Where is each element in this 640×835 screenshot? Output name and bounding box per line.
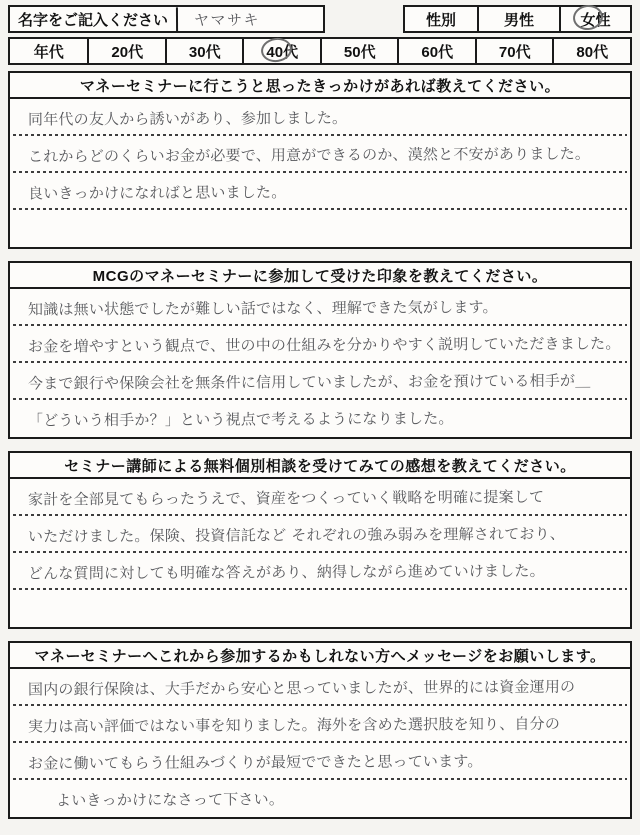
age-label: 年代: [33, 43, 64, 61]
age-cell-50s: 50代: [320, 39, 398, 63]
answer-line: どんな質問に対しても明確な答えがあり、納得しながら進めていけました。: [10, 553, 630, 590]
answer-line: いただけました。保険、投資信託など それぞれの強み弱みを理解されており、: [10, 516, 630, 553]
name-label: 名字をご記入ください: [17, 11, 168, 29]
answer-line: 今まで銀行や保険会社を無条件に信用していましたが、お金を預けている相手が＿: [10, 363, 630, 400]
answer-line: 実力は高い評価ではない事を知りました。海外を含めた選択肢を知り、自分の: [10, 706, 630, 743]
answer-line: 家計を全部見てもらったうえで、資産をつくっていく戦略を明確に提案して: [10, 479, 630, 516]
answer-line: よいきっかけになさって下さい。: [55, 790, 285, 810]
question-header: マネーセミナーに行こうと思ったきっかけがあれば教えてください。: [10, 73, 630, 99]
age-cell-20s: 20代: [87, 39, 165, 63]
question-header: マネーセミナーへこれから参加するかもしれない方へメッセージをお願いします。: [10, 643, 630, 669]
gender-option-female: [559, 7, 630, 31]
age-row: [8, 37, 632, 65]
answer-line: 「どういう相手か？」という視点で考えるようになりました。: [27, 409, 454, 430]
section-seminar-trigger: [8, 71, 632, 249]
name-box: [8, 5, 325, 33]
answer-line: 国内の銀行保険は、大手だから安心と思っていましたが、世界的には資金運用の: [10, 669, 630, 706]
gender-label: 性別: [425, 11, 456, 29]
answer-line: お金に働いてもらう仕組みづくりが最短でできたと思っています。: [10, 743, 630, 780]
age-cell-30s: 30代: [165, 39, 243, 63]
age-cell-80s: 80代: [552, 39, 630, 63]
answer-line: [10, 590, 630, 627]
answer-line: お金を増やすという観点で、世の中の仕組みを分かりやすく説明していただきました。: [10, 326, 630, 363]
age-cell-60s: 60代: [397, 39, 475, 63]
gender-female-label: 女性: [580, 11, 611, 29]
section-seminar-impression: [8, 261, 632, 439]
gender-box: [403, 5, 632, 33]
name-value-field: ヤマサキ: [176, 7, 323, 32]
age-box: [8, 37, 632, 65]
answer-line: 良いきっかけになればと思いました。: [10, 173, 630, 210]
answer-line: 同年代の友人から誘いがあり、参加しました。: [10, 99, 630, 136]
age-40s-label: 40代: [266, 43, 299, 61]
section-message-to-future-participants: [8, 641, 632, 819]
age-cell-70s: 70代: [475, 39, 553, 63]
answer-line: これからどのくらいお金が必要で、用意ができるのか、漠然と不安がありました。: [10, 136, 630, 173]
top-gap: [325, 5, 403, 33]
section-consultation-feedback: [8, 451, 632, 629]
age-cell-40s: [242, 39, 320, 63]
answer-line: [10, 210, 630, 247]
gender-option-male: 男性: [477, 7, 559, 31]
question-header: セミナー講師による無料個別相談を受けてみての感想を教えてください。: [10, 453, 630, 479]
name-gender-row: [8, 5, 632, 33]
answer-line: 知識は無い状態でしたが難しい話ではなく、理解できた気がします。: [10, 289, 630, 326]
question-header: MCGのマネーセミナーに参加して受けた印象を教えてください。: [10, 263, 630, 289]
